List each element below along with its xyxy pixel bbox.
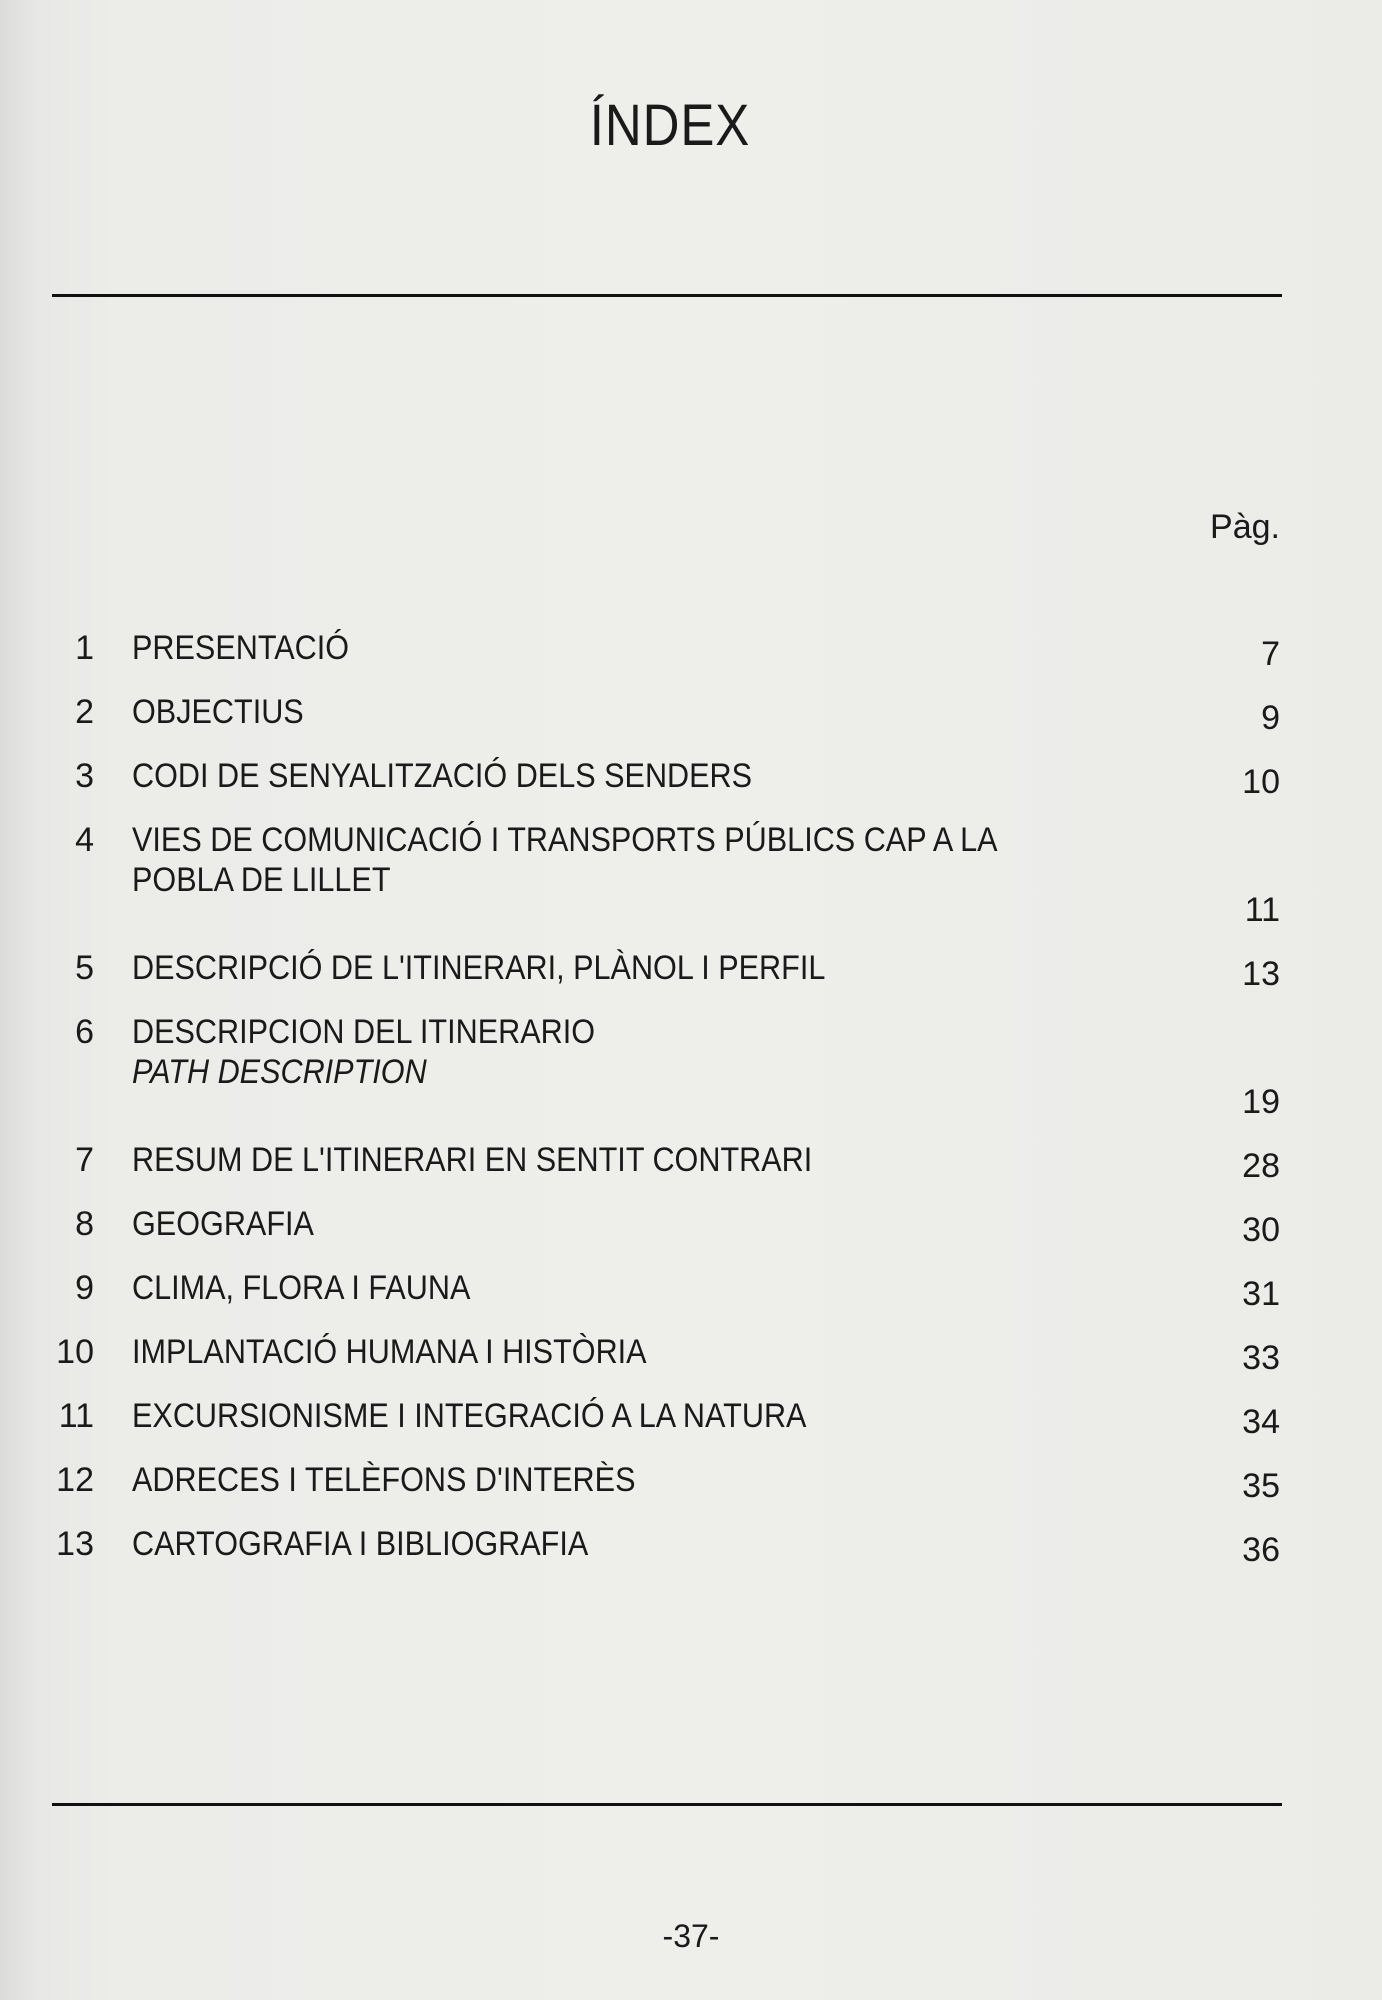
entry-page: 9 bbox=[1261, 699, 1280, 737]
toc-entry bbox=[0, 746, 1382, 810]
entry-number: 11 bbox=[58, 1397, 94, 1435]
entry-page: 10 bbox=[1242, 763, 1280, 801]
entry-title: PRESENTACIÓ bbox=[132, 629, 350, 667]
entry-title: DESCRIPCIÓ DE L'ITINERARI, PLÀNOL I PERFIL bbox=[132, 949, 826, 987]
entry-page: 34 bbox=[1242, 1403, 1280, 1441]
toc-entry bbox=[0, 1450, 1382, 1514]
entry-number: 12 bbox=[56, 1461, 94, 1499]
entry-page: 30 bbox=[1242, 1211, 1280, 1249]
entry-page: 13 bbox=[1242, 955, 1280, 993]
entry-title: DESCRIPCION DEL ITINERARIO PATH DESCRIPTION bbox=[132, 1013, 596, 1091]
entry-page: 19 bbox=[1242, 1083, 1280, 1121]
entry-number: 9 bbox=[75, 1269, 94, 1307]
toc-entry bbox=[0, 1258, 1382, 1322]
entry-title: EXCURSIONISME I INTEGRACIÓ A LA NATURA bbox=[132, 1397, 807, 1435]
entry-number: 8 bbox=[75, 1205, 94, 1243]
entry-number: 6 bbox=[75, 1013, 94, 1051]
top-divider bbox=[52, 294, 1282, 297]
entry-title: CARTOGRAFIA I BIBLIOGRAFIA bbox=[132, 1525, 589, 1563]
toc-entry bbox=[0, 810, 1382, 938]
toc-entry bbox=[0, 1386, 1382, 1450]
entry-title: GEOGRAFIA bbox=[132, 1205, 314, 1243]
toc-entry bbox=[0, 1194, 1382, 1258]
entry-title: OBJECTIUS bbox=[132, 693, 304, 731]
entry-number: 4 bbox=[75, 821, 94, 859]
entry-title: CODI DE SENYALITZACIÓ DELS SENDERS bbox=[132, 757, 753, 795]
entry-page: 28 bbox=[1242, 1147, 1280, 1185]
toc-entry bbox=[0, 1130, 1382, 1194]
entry-title: RESUM DE L'ITINERARI EN SENTIT CONTRARI bbox=[132, 1141, 813, 1179]
toc-entry bbox=[0, 618, 1382, 682]
page-title: ÍNDEX bbox=[589, 93, 751, 158]
entry-page: 11 bbox=[1244, 891, 1280, 929]
entry-page: 7 bbox=[1261, 635, 1280, 673]
entry-page: 31 bbox=[1242, 1275, 1280, 1313]
entry-number: 10 bbox=[56, 1333, 94, 1371]
entry-page: 33 bbox=[1242, 1339, 1280, 1377]
page-column-label: Pàg. bbox=[1210, 508, 1280, 546]
footer-page-number: -37- bbox=[662, 1918, 720, 1954]
toc-entry bbox=[0, 938, 1382, 1002]
entry-number: 7 bbox=[75, 1141, 94, 1179]
entry-title: ADRECES I TELÈFONS D'INTERÈS bbox=[132, 1461, 636, 1499]
toc-entry bbox=[0, 1002, 1382, 1130]
entry-page: 36 bbox=[1242, 1531, 1280, 1569]
entry-number: 2 bbox=[75, 693, 94, 731]
entry-title: VIES DE COMUNICACIÓ I TRANSPORTS PÚBLICS CAP A LA POBLA DE LILLET bbox=[132, 821, 998, 899]
table-of-contents bbox=[0, 618, 1382, 1578]
toc-entry bbox=[0, 1322, 1382, 1386]
entry-number: 3 bbox=[75, 757, 94, 795]
bottom-divider bbox=[52, 1803, 1282, 1806]
entry-title: CLIMA, FLORA I FAUNA bbox=[132, 1269, 471, 1307]
entry-title: IMPLANTACIÓ HUMANA I HISTÒRIA bbox=[132, 1333, 647, 1371]
toc-entry bbox=[0, 1514, 1382, 1578]
entry-page: 35 bbox=[1242, 1467, 1280, 1505]
entry-number: 5 bbox=[75, 949, 94, 987]
toc-entry bbox=[0, 682, 1382, 746]
entry-number: 1 bbox=[75, 629, 94, 667]
entry-number: 13 bbox=[56, 1525, 94, 1563]
